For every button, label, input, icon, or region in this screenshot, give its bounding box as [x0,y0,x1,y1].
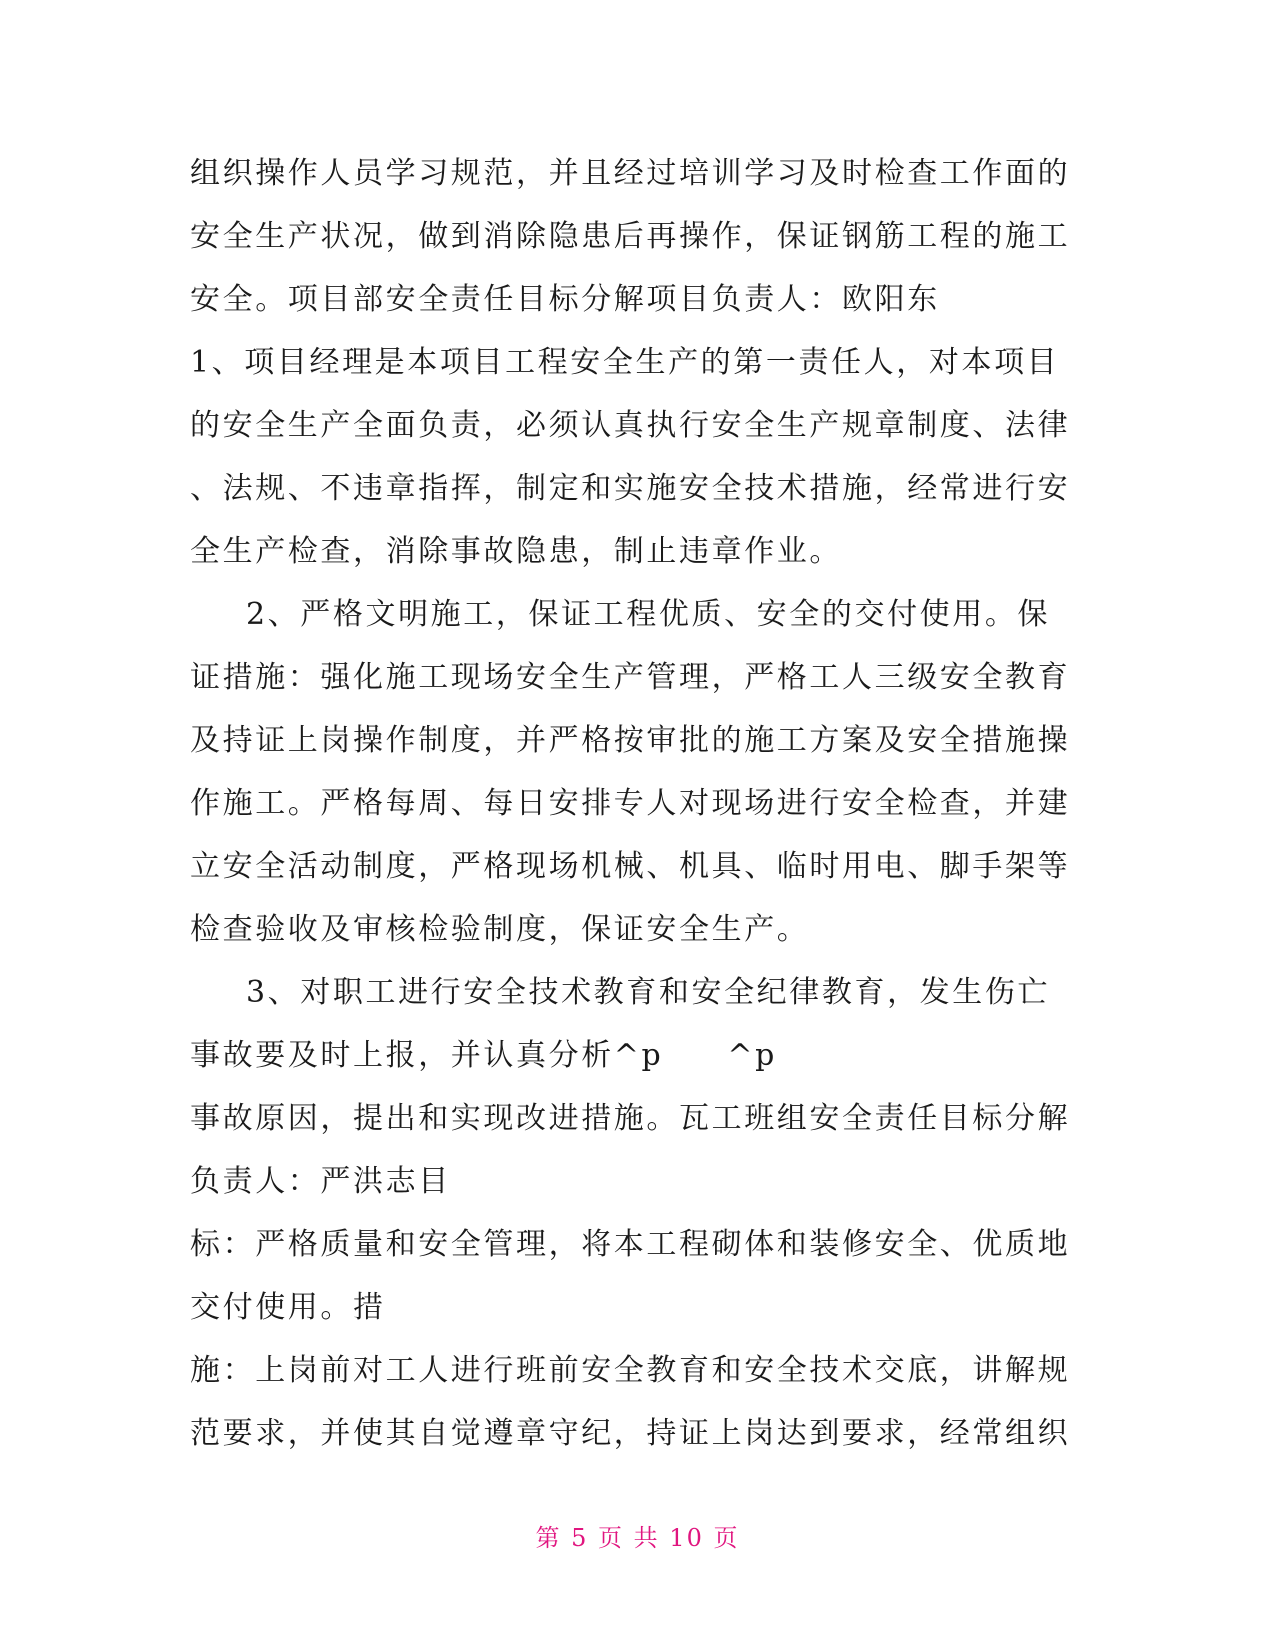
text-line-with-marker [190,1024,1090,1087]
text-line: 负责人：严洪志目 [190,1164,451,1199]
text-line: 施：上岗前对工人进行班前安全教育和安全技术交底，讲解规 [190,1353,1071,1388]
text-line: 3、对职工进行安全技术教育和安全纪律教育，发生伤亡 [246,975,1051,1010]
text-line: 事故要及时上报，并认真分析^p [190,1038,664,1073]
text-line: 检查验收及审核检验制度，保证安全生产。 [190,912,810,947]
text-line: 交付使用。措 [190,1290,386,1325]
text-line: 组织操作人员学习规范，并且经过培训学习及时检查工作面的 [190,156,1071,191]
paragraph-marker: ^p [727,1038,777,1073]
text-line: 安全生产状况，做到消除隐患后再操作，保证钢筋工程的施工 [190,219,1071,254]
text-line: 1、项目经理是本项目工程安全生产的第一责任人，对本项目 [190,345,1060,380]
text-line: 证措施：强化施工现场安全生产管理，严格工人三级安全教育 [190,660,1071,695]
document-body [190,142,1090,1465]
text-line: 安全。项目部安全责任目标分解项目负责人：欧阳东 [190,282,940,317]
text-line: 及持证上岗操作制度，并严格按审批的施工方案及安全措施操 [190,723,1071,758]
text-line: 2、严格文明施工，保证工程优质、安全的交付使用。保 [246,597,1051,632]
text-line: 全生产检查，消除事故隐患，制止违章作业。 [190,534,842,569]
text-line: 立安全活动制度，严格现场机械、机具、临时用电、脚手架等 [190,849,1071,884]
text-line: 范要求，并使其自觉遵章守纪，持证上岗达到要求，经常组织 [190,1416,1071,1451]
page-number-footer: 第 5 页 共 10 页 [535,1524,740,1552]
text-line: 作施工。严格每周、每日安排专人对现场进行安全检查，并建 [190,786,1071,821]
text-line: 的安全生产全面负责，必须认真执行安全生产规章制度、法律 [190,408,1071,443]
text-line: 事故原因，提出和实现改进措施。瓦工班组安全责任目标分解 [190,1101,1071,1136]
text-line: 标：严格质量和安全管理，将本工程砌体和装修安全、优质地 [190,1227,1071,1262]
text-line: 、法规、不违章指挥，制定和实施安全技术措施，经常进行安 [190,471,1071,506]
